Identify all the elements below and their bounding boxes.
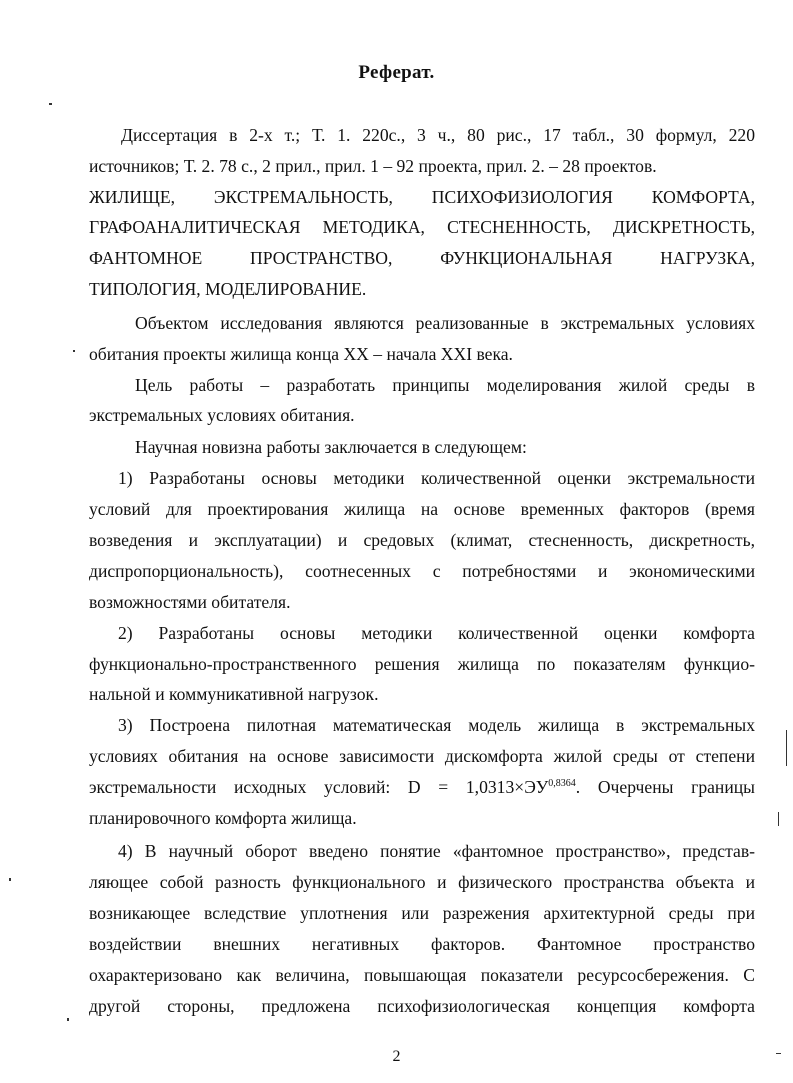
list-item-line: условий для проектирования жилища на основе временных факторов (время (89, 499, 755, 519)
text-line: Научная новизна работы заключается в следующем: (135, 437, 527, 457)
keywords-line: ГРАФОАНАЛИТИЧЕСКАЯ МЕТОДИКА, СТЕСНЕННОСТЬ, ДИСКРЕТНОСТЬ, (89, 217, 755, 237)
list-item-line: диспропорциональность), соотнесенных с потребностями и экономическими (89, 561, 755, 581)
text-line: Цель работы – разработать принципы моделирования жилой среды в (135, 375, 755, 395)
scan-speck (786, 730, 787, 766)
list-item-line: ляющее собой разность функционального и физического пространства объекта и (89, 872, 755, 892)
text-line: экстремальных условиях обитания. (89, 405, 355, 425)
scan-speck (67, 1018, 69, 1021)
text-line: обитания проекты жилища конца XX – начала XXI века. (89, 344, 513, 364)
list-item-line: возведения и эксплуатации) и средовых (климат, стесненность, дискретность, (89, 530, 755, 550)
keywords-line: ТИПОЛОГИЯ, МОДЕЛИРОВАНИЕ. (89, 279, 367, 299)
list-item-line: 4) В научный оборот введено понятие «фантомное пространство», представ- (118, 841, 755, 861)
list-item-line: нальной и коммуникативной нагрузок. (89, 684, 379, 704)
list-item-line: другой стороны, предложена психофизиологическая концепция комфорта (89, 996, 755, 1016)
scan-speck (73, 350, 75, 352)
list-item-line: 1) Разработаны основы методики количественной оценки экстремальности (118, 468, 755, 488)
scan-speck (776, 1053, 781, 1054)
list-item-line: возникающее вследствие уплотнения или разрежения архитектурной среды при (89, 903, 755, 923)
list-item-line: охарактеризовано как величина, повышающая показатели ресурсосбережения. С (89, 965, 755, 985)
formula-exponent: 0,8364 (548, 778, 576, 789)
list-item-line: условиях обитания на основе зависимости дискомфорта жилой среды от степени (89, 746, 755, 766)
scan-speck (9, 878, 11, 881)
formula-line (89, 772, 755, 802)
list-item-line: планировочного комфорта жилища. (89, 808, 357, 828)
formula-tail: . Очерчены границы (575, 777, 756, 797)
scan-speck (778, 812, 779, 826)
list-item-line: 2) Разработаны основы методики количественной оценки комфорта (118, 623, 755, 643)
keywords-line: ФАНТОМНОЕ ПРОСТРАНСТВО, ФУНКЦИОНАЛЬНАЯ НАГРУЗКА, (89, 248, 755, 268)
text-line: Диссертация в 2-х т.; Т. 1. 220с., 3 ч., 80 рис., 17 табл., 30 формул, 220 (121, 125, 755, 145)
list-item-line: воздействии внешних негативных факторов. Фантомное пространство (89, 934, 755, 954)
list-item-line: возможностями обитателя. (89, 592, 291, 612)
scan-speck (49, 103, 52, 105)
page-title: Реферат. (358, 62, 435, 83)
list-item-line: функционально-пространственного решения жилища по показателям функцио- (89, 654, 755, 674)
page-number: 2 (392, 1048, 401, 1065)
list-item-line: 3) Построена пилотная математическая модель жилища в экстремальных (118, 715, 755, 735)
text-line: источников; Т. 2. 78 с., 2 прил., прил. 1 – 92 проекта, прил. 2. – 28 проектов. (89, 156, 657, 176)
formula-text: экстремальности исходных условий: D = 1,0313×ЭУ (89, 777, 549, 797)
text-line: Объектом исследования являются реализованные в экстремальных условиях (135, 313, 755, 333)
keywords-line: ЖИЛИЩЕ, ЭКСТРЕМАЛЬНОСТЬ, ПСИХОФИЗИОЛОГИЯ КОМФОРТА, (89, 187, 755, 207)
